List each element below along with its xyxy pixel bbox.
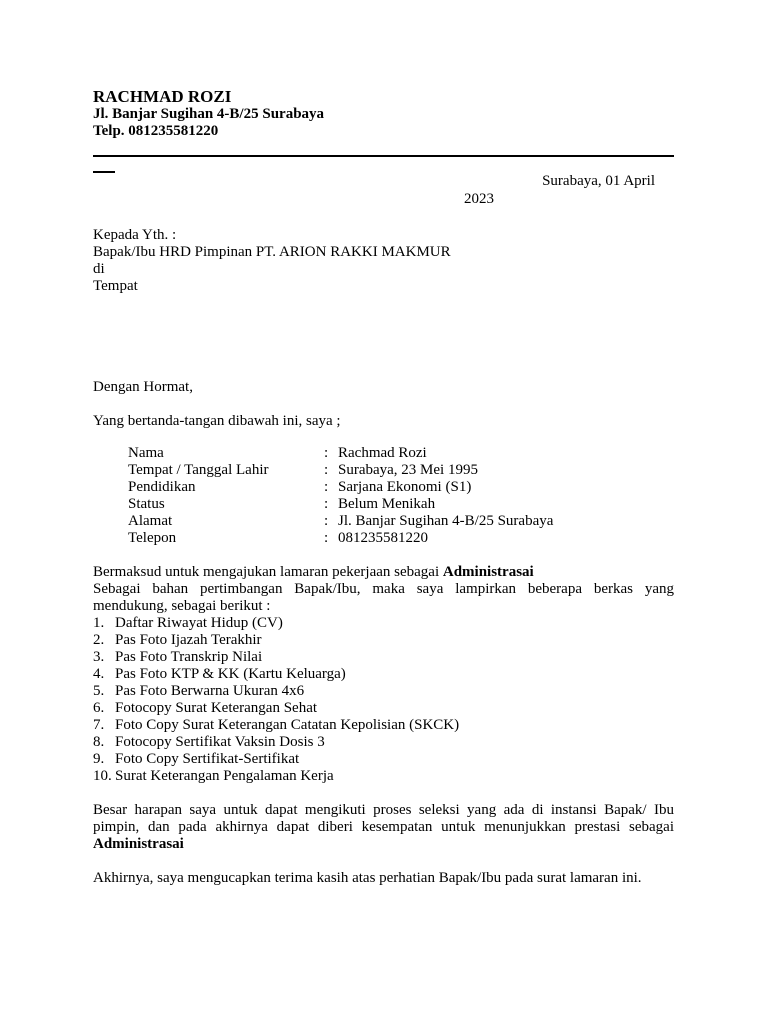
list-item-number: 10. (93, 768, 112, 784)
info-colon: : (324, 496, 329, 512)
info-colon: : (324, 479, 329, 495)
list-item (93, 700, 674, 717)
info-value: Jl. Banjar Sugihan 4-B/25 Surabaya (338, 513, 554, 529)
list-item (93, 734, 674, 751)
info-row (128, 445, 553, 462)
letter-date: Surabaya, 01 April (542, 173, 655, 189)
info-row (128, 479, 553, 496)
list-item-text: Pas Foto Ijazah Terakhir (115, 632, 262, 648)
letter-page (93, 87, 674, 887)
list-item-number: 3. (93, 649, 105, 665)
info-colon: : (324, 462, 329, 478)
letter-date-year: 2023 (464, 191, 494, 207)
hope-text: Besar harapan saya untuk dapat mengikuti proses seleksi yang ada di instansi Bapak/ Ibu pimpin, dan pada akhirnya dapat diberi kesempatan untuk menunjukkan prestasi sebagai (93, 802, 674, 835)
hope-position: Administrasai (93, 836, 184, 852)
attachment-list (93, 615, 674, 785)
list-item-text: Fotocopy Sertifikat Vaksin Dosis 3 (115, 734, 325, 750)
info-row (128, 462, 553, 479)
list-item-number: 4. (93, 666, 105, 682)
intro-text: Yang bertanda-tangan dibawah ini, saya ; (93, 413, 341, 429)
list-item-number: 2. (93, 632, 105, 648)
list-item-number: 8. (93, 734, 105, 750)
list-item (93, 768, 674, 785)
info-colon: : (324, 445, 329, 461)
list-item (93, 666, 674, 683)
list-item-text: Pas Foto Transkrip Nilai (115, 649, 263, 665)
greeting: Dengan Hormat, (93, 379, 193, 395)
recipient-block (93, 227, 674, 295)
list-item-number: 7. (93, 717, 105, 733)
info-value: Rachmad Rozi (338, 445, 427, 461)
recipient-di: di (93, 261, 105, 277)
list-item-text: Surat Keterangan Pengalaman Kerja (115, 768, 334, 784)
list-item (93, 615, 674, 632)
list-item (93, 717, 674, 734)
info-row (128, 496, 553, 513)
list-item-text: Foto Copy Surat Keterangan Catatan Kepolisian (SKCK) (115, 717, 460, 733)
info-label: Alamat (128, 513, 173, 529)
list-item-text: Pas Foto KTP & KK (Kartu Keluarga) (115, 666, 346, 682)
letterhead (93, 87, 674, 173)
sender-phone: Telp. 081235581220 (93, 123, 219, 139)
consideration-text: Sebagai bahan pertimbangan Bapak/Ibu, maka saya lampirkan beberapa berkas yang mendukung, sebagai berikut : (93, 581, 674, 614)
list-item (93, 632, 674, 649)
info-label: Tempat / Tanggal Lahir (128, 462, 269, 478)
list-item-number: 1. (93, 615, 105, 631)
info-value: Sarjana Ekonomi (S1) (338, 479, 472, 495)
sender-address: Jl. Banjar Sugihan 4-B/25 Surabaya (93, 106, 325, 122)
list-item (93, 683, 674, 700)
info-label: Nama (128, 445, 164, 461)
list-item-number: 9. (93, 751, 105, 767)
info-value: Surabaya, 23 Mei 1995 (338, 462, 478, 478)
list-item-text: Fotocopy Surat Keterangan Sehat (115, 700, 318, 716)
purpose-text: Bermaksud untuk mengajukan lamaran pekerjaan sebagai (93, 564, 443, 580)
list-item-text: Foto Copy Sertifikat-Sertifikat (115, 751, 300, 767)
info-label: Pendidikan (128, 479, 196, 495)
list-item-number: 6. (93, 700, 105, 716)
list-item-number: 5. (93, 683, 105, 699)
info-value: 081235581220 (338, 530, 428, 546)
sender-name: RACHMAD ROZI (93, 87, 232, 106)
list-item (93, 751, 674, 768)
recipient-name: Bapak/Ibu HRD Pimpinan PT. ARION RAKKI MAKMUR (93, 244, 451, 260)
closing-paragraph: Akhirnya, saya mengucapkan terima kasih atas perhatian Bapak/Ibu pada surat lamaran ini. (93, 870, 642, 886)
info-colon: : (324, 513, 329, 529)
letterhead-divider (93, 138, 674, 157)
info-row (128, 513, 553, 530)
applicant-info-table (128, 445, 553, 547)
info-value: Belum Menikah (338, 496, 436, 512)
purpose-paragraph (93, 564, 674, 581)
list-item-text: Pas Foto Berwarna Ukuran 4x6 (115, 683, 305, 699)
info-row (128, 530, 553, 547)
hope-paragraph (93, 802, 674, 853)
recipient-place: Tempat (93, 278, 138, 294)
info-label: Status (128, 496, 165, 512)
info-label: Telepon (128, 530, 177, 546)
recipient-salutation: Kepada Yth. : (93, 227, 177, 243)
info-colon: : (324, 530, 329, 546)
list-item-text: Daftar Riwayat Hidup (CV) (115, 615, 283, 631)
purpose-position: Administrasai (442, 564, 534, 580)
list-item (93, 649, 674, 666)
